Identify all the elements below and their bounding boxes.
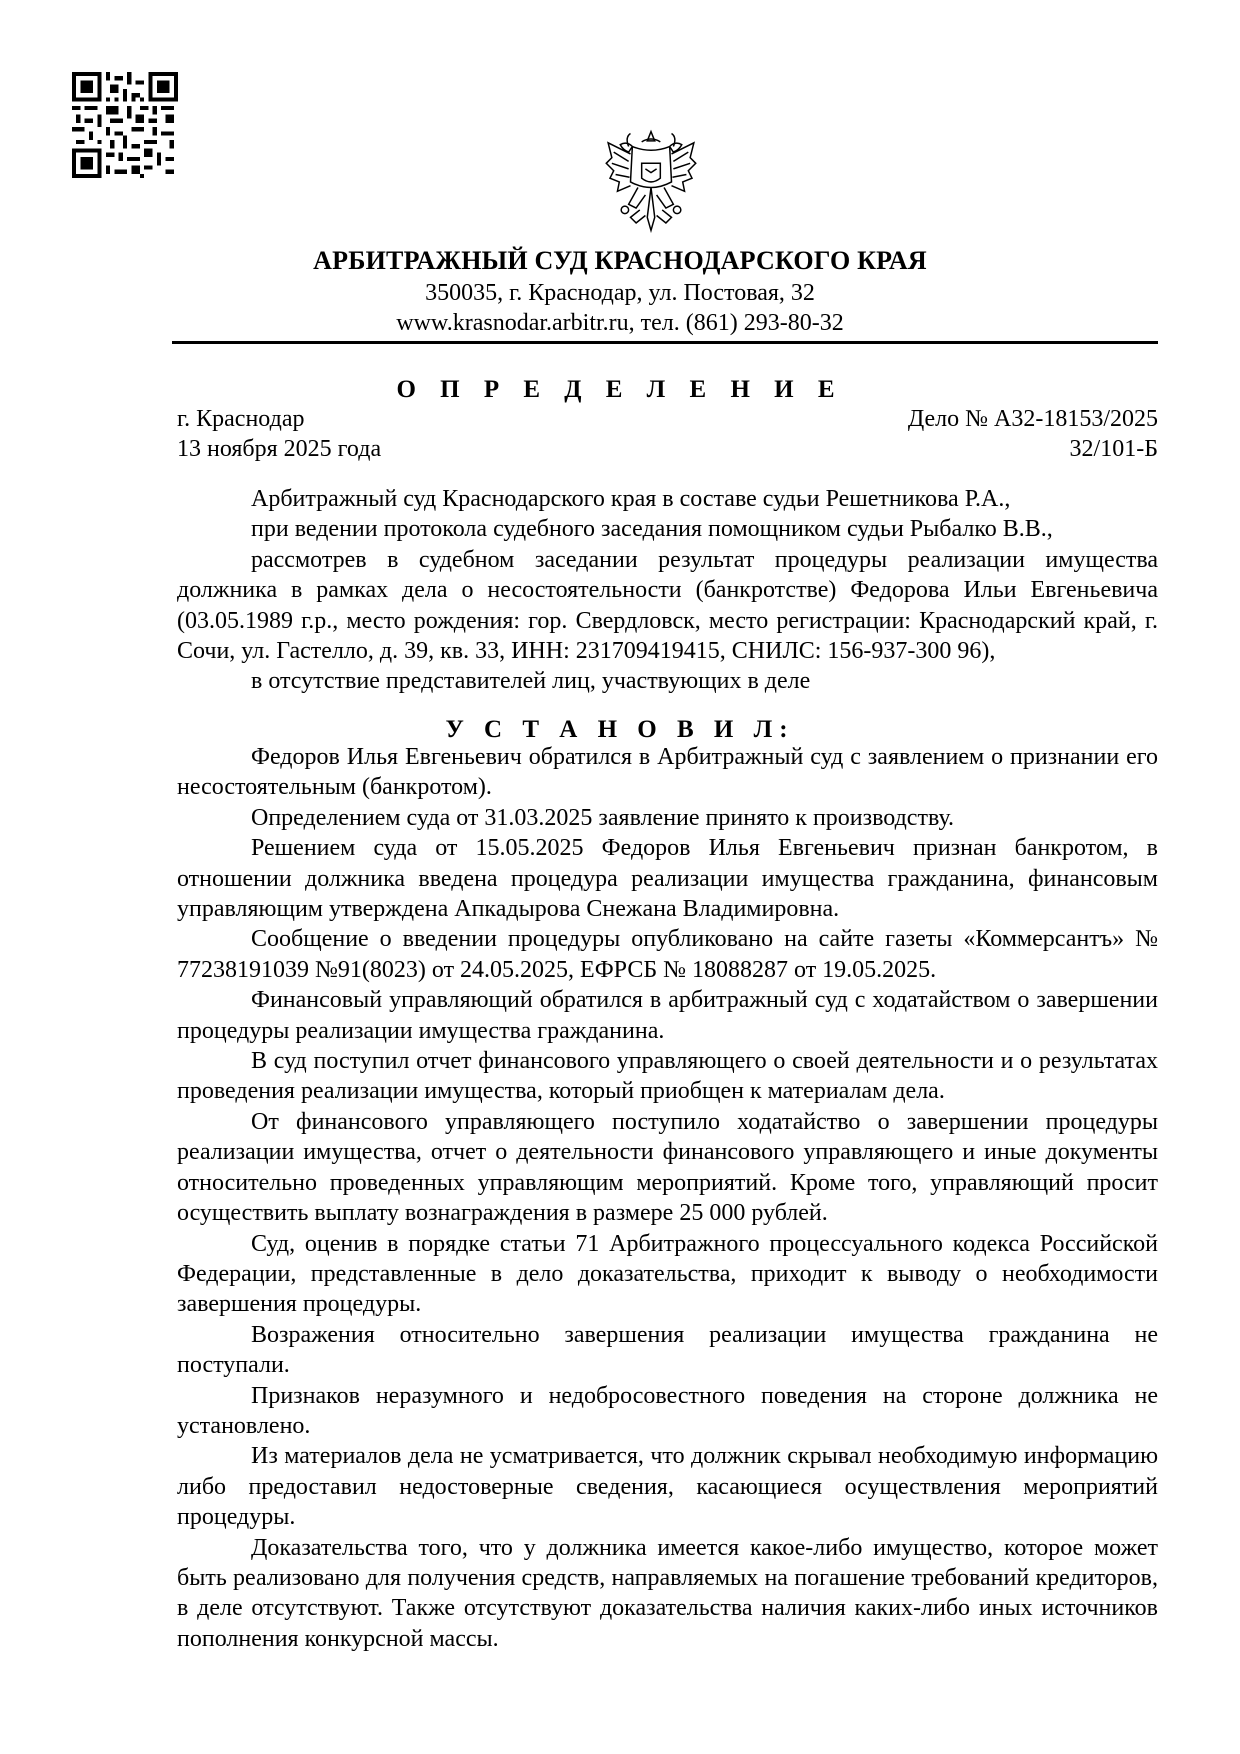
coat-of-arms-emblem <box>604 126 698 236</box>
case-code: 32/101-Б <box>1069 436 1158 462</box>
body-paragraph: Суд, оценив в порядке статьи 71 Арбитражного процессуального кодекса Российской Федерации, представленные в дело доказательства, приходит к выводу о необходимости завершения процедуры. <box>177 1230 1158 1318</box>
body-paragraph: Сообщение о введении процедуры опубликовано на сайте газеты «Коммерсантъ» № 77238191039 №91(8023) от 24.05.2025, ЕФРСБ № 18088287 от 19.05.2025. <box>177 926 1158 983</box>
intro-paragraph: при ведении протокола судебного заседания помощником судьи Рыбалко В.В., <box>251 516 1053 543</box>
court-address: 350035, г. Краснодар, ул. Постовая, 32 <box>425 280 815 306</box>
court-contacts: www.krasnodar.arbitr.ru, тел. (861) 293-80-32 <box>396 310 844 336</box>
body-paragraph: Доказательства того, что у должника имеется какое-либо имущество, которое может быть реализовано для получения средств, направляемых на погашение требований кредиторов, в деле отсутствуют. Также отсутствуют доказательства наличия каких-либо иных источников пополнения конкурсной массы. <box>177 1534 1158 1652</box>
intro-block <box>177 484 1158 697</box>
body-paragraph: Возражения относительно завершения реализации имущества гражданина не поступали. <box>177 1321 1158 1379</box>
body-paragraph: В суд поступил отчет финансового управляющего о своей деятельности и о результатах проведения реализации имущества, который приобщен к материалам дела. <box>177 1048 1158 1105</box>
document-place-date <box>177 404 381 464</box>
intro-paragraph: рассмотрев в судебном заседании результат процедуры реализации имущества должника в рамках дела о несостоятельности (банкротстве) Федорова Ильи Евгеньевича (03.05.1989 г.р., место рождения: гор. Свердловск, место регистрации: Краснодарский край, г. Сочи, ул. Гастелло, д. 39, кв. 33, ИНН: 231709419415, СНИЛС: 156-937-300 96), <box>177 546 1158 665</box>
document-case-info <box>908 404 1158 464</box>
body-paragraph: Определением суда от 31.03.2025 заявление принято к производству. <box>251 804 955 831</box>
case-number: Дело № А32-18153/2025 <box>907 406 1158 432</box>
header-divider <box>172 341 1158 344</box>
body-paragraph: Финансовый управляющий обратился в арбитражный суд с ходатайством о завершении процедуры реализации имущества гражданина. <box>177 987 1158 1044</box>
body-paragraph: Признаков неразумного и недобросовестного поведения на стороне должника не установлено. <box>177 1382 1158 1439</box>
document-date: 13 ноября 2025 года <box>177 436 382 462</box>
section-title: У С Т А Н О В И Л: <box>445 716 795 743</box>
body-paragraph: От финансового управляющего поступило ходатайство о завершении процедуры реализации имущества, отчет о деятельности финансового управляющего и иные документы относительно проведенных управляющим мероприятий. Кроме того, управляющий просит осуществить выплату вознаграждения в размере 25 000 рублей. <box>177 1108 1158 1227</box>
intro-paragraph: в отсутствие представителей лиц, участвующих в деле <box>251 668 811 695</box>
body-paragraph: Из материалов дела не усматривается, что должник скрывал необходимую информацию либо предоставил недостоверные сведения, касающиеся осуществления мероприятий процедуры. <box>177 1443 1158 1531</box>
qr-code <box>72 72 178 178</box>
main-text-block <box>177 742 1158 1654</box>
court-name: АРБИТРАЖНЫЙ СУД КРАСНОДАРСКОГО КРАЯ <box>313 246 927 275</box>
intro-paragraph: Арбитражный суд Краснодарского края в составе судьи Решетникова Р.А., <box>251 486 1011 512</box>
body-paragraph: Федоров Илья Евгеньевич обратился в Арбитражный суд с заявлением о признании его несостоятельным (банкротом). <box>177 744 1158 801</box>
document-city: г. Краснодар <box>177 406 305 432</box>
body-paragraph: Решением суда от 15.05.2025 Федоров Илья Евгеньевич признан банкротом, в отношении должника введена процедура реализации имущества гражданина, финансовым управляющим утверждена Апкадырова Снежана Владимировна. <box>177 835 1158 923</box>
document-title: О П Р Е Д Е Л Е Н И Е <box>396 376 844 403</box>
